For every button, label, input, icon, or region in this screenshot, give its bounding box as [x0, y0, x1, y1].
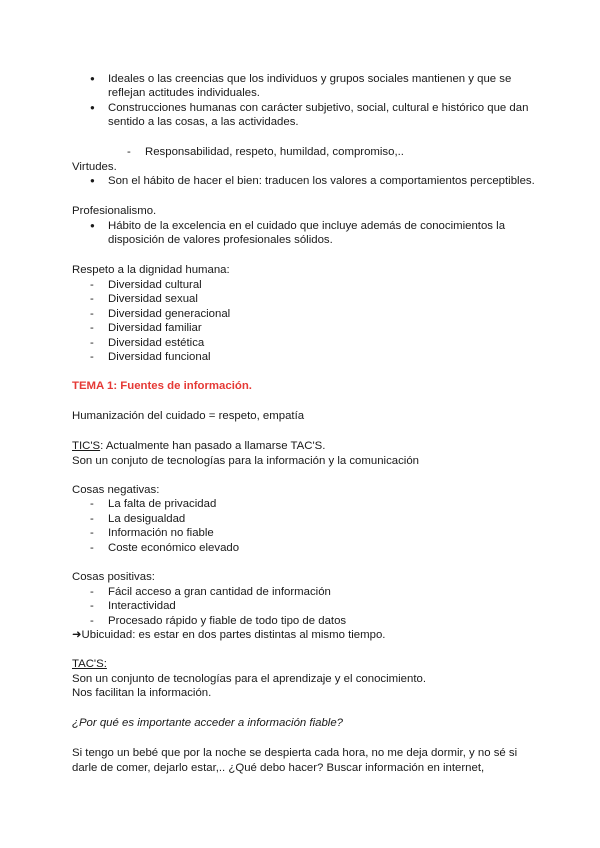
positivas-item: Procesado rápido y fiable de todo tipo de datos — [108, 615, 347, 627]
dash-marker: - — [90, 351, 94, 363]
dash-marker: - — [90, 615, 94, 627]
respeto-item: Diversidad estética — [108, 337, 205, 349]
positivas-item: Fácil acceso a gran cantidad de información — [108, 586, 331, 598]
intro-bullet-1-line2: reflejan actitudes individuales. — [108, 87, 260, 99]
negativas-item: La falta de privacidad — [108, 498, 217, 510]
intro-bullet-2-line2: sentido a las cosas, a las actividades. — [108, 116, 299, 128]
values-example: Responsabilidad, respeto, humildad, compromiso,.. — [145, 146, 404, 158]
negativas-item: Información no fiable — [108, 527, 214, 539]
tics-label: TIC'S — [72, 440, 101, 452]
profesionalismo-line1: Hábito de la excelencia en el cuidado que incluye además de conocimientos la — [108, 220, 506, 232]
tics-rest: : Actualmente han pasado a llamarse TAC'S. — [100, 440, 326, 452]
final-line2: darle de comer, dejarlo estar,.. ¿Qué debo hacer? Buscar información en internet, — [72, 762, 485, 774]
dash-marker: - — [90, 308, 94, 320]
profesionalismo-line2: disposición de valores profesionales sólidos. — [108, 234, 333, 246]
virtudes-bullet: Son el hábito de hacer el bien: traducen los valores a comportamientos perceptibles. — [108, 175, 535, 187]
respeto-item: Diversidad sexual — [108, 293, 198, 305]
bullet-dot: ● — [90, 74, 95, 83]
dash-marker: - — [90, 513, 94, 525]
dash-marker: - — [90, 542, 94, 554]
positivas-item: Interactividad — [108, 600, 176, 612]
respeto-item: Diversidad funcional — [108, 351, 211, 363]
tacs-label: TAC'S: — [72, 658, 107, 670]
profesionalismo-heading: Profesionalismo. — [72, 205, 157, 217]
dash-marker: - — [90, 600, 94, 612]
bullet-dot: ● — [90, 221, 95, 230]
tics-definition: Son un conjuto de tecnologías para la información y la comunicación — [72, 455, 419, 467]
tacs-line2: Nos facilitan la información. — [72, 687, 212, 699]
final-line1: Si tengo un bebé que por la noche se despierta cada hora, no me deja dormir, y no sé si — [72, 747, 518, 759]
virtudes-heading: Virtudes. — [72, 161, 117, 173]
negativas-heading: Cosas negativas: — [72, 484, 160, 496]
dash-marker: - — [90, 498, 94, 510]
bullet-dot: ● — [90, 103, 95, 112]
dash-marker: - — [90, 527, 94, 539]
humanizacion-line: Humanización del cuidado = respeto, empatía — [72, 410, 305, 422]
dash-marker: - — [90, 293, 94, 305]
respeto-item: Diversidad familiar — [108, 322, 202, 334]
dash-marker: - — [90, 279, 94, 291]
negativas-item: Coste económico elevado — [108, 542, 240, 554]
tics-line — [72, 439, 325, 453]
negativas-item: La desigualdad — [108, 513, 186, 525]
dash-marker: - — [90, 337, 94, 349]
respeto-item: Diversidad cultural — [108, 279, 202, 291]
tema-title: TEMA 1: Fuentes de información. — [72, 380, 252, 392]
dash-marker: - — [90, 322, 94, 334]
tacs-line1: Son un conjunto de tecnologías para el aprendizaje y el conocimiento. — [72, 673, 426, 685]
respeto-item: Diversidad generacional — [108, 308, 231, 320]
dash-marker: - — [90, 586, 94, 598]
dash-marker: - — [127, 146, 131, 158]
question-line: ¿Por qué es importante acceder a información fiable? — [72, 717, 343, 729]
ubicuidad-line: ➜Ubicuidad: es estar en dos partes distintas al mismo tiempo. — [72, 629, 386, 641]
bullet-dot: ● — [90, 176, 95, 185]
intro-bullet-2-line1: Construcciones humanas con carácter subjetivo, social, cultural e histórico que dan — [108, 102, 529, 114]
positivas-heading: Cosas positivas: — [72, 571, 155, 583]
intro-bullet-1-line1: Ideales o las creencias que los individuos y grupos sociales mantienen y que se — [108, 73, 512, 85]
respeto-heading: Respeto a la dignidad humana: — [72, 264, 230, 276]
